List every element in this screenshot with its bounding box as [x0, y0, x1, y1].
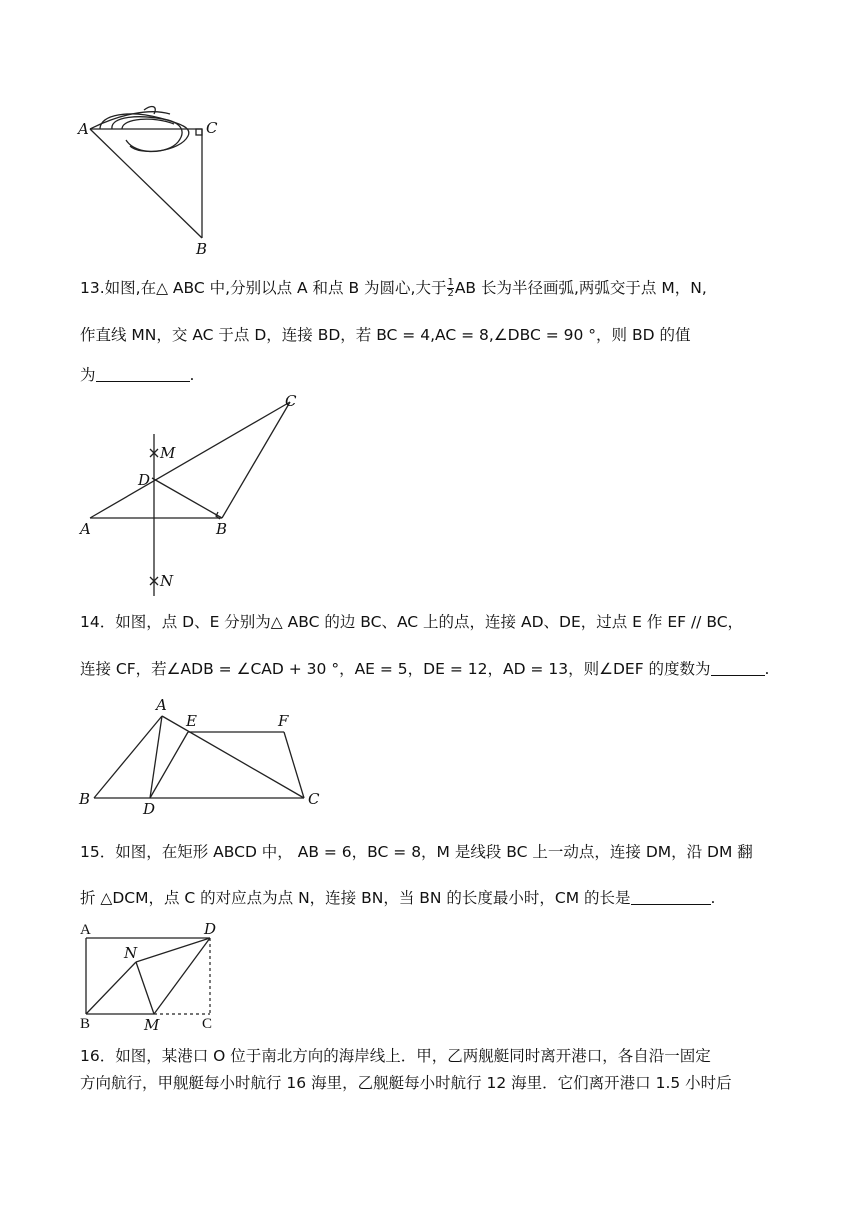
- q13-line1: [80, 278, 780, 299]
- fig15-label-b: B: [80, 1016, 91, 1032]
- answer-blank-q15[interactable]: [631, 890, 711, 905]
- q16-line2: 方向航行，甲舰艇每小时航行 16 海里，乙舰艇每小时航行 12 海里．它们离开港口 1.5 小时后: [80, 1074, 732, 1092]
- q15-line1: 15．如图，在矩形 ABCD 中， AB = 6，BC = 8，M 是线段 BC 上一动点，连接 DM，沿 DM 翻: [80, 843, 753, 861]
- fig12-label-a: A: [78, 120, 89, 138]
- fig15-label-a: A: [80, 922, 91, 938]
- q14-line2-end: .: [764, 660, 770, 678]
- fig13-label-b: B: [216, 520, 228, 538]
- fig13-label-m: M: [160, 444, 176, 462]
- q13-text-pre: 13.如图,在△ ABC 中,分别以点 A 和点 B 为圆心,大于: [80, 279, 447, 297]
- fig14-label-f: F: [278, 712, 289, 730]
- answer-blank-q14[interactable]: [711, 661, 765, 676]
- figure-q15: [70, 918, 240, 1036]
- fig14-label-e: E: [186, 712, 197, 730]
- q14-line1: 14．如图，点 D、E 分别为△ ABC 的边 BC、AC 上的点，连接 AD、DE，过点 E 作 EF // BC，: [80, 613, 744, 631]
- fig12-label-c: C: [206, 119, 218, 137]
- q16-line1: 16．如图，某港口 O 位于南北方向的海岸线上．甲，乙两舰艇同时离开港口，各自沿一固定: [80, 1047, 711, 1065]
- fig13-label-n: N: [160, 572, 174, 590]
- figure-q13: [70, 388, 310, 598]
- fig14-label-d: D: [143, 800, 156, 818]
- frac-denominator: 2: [447, 288, 454, 299]
- figure-q12: [70, 100, 230, 260]
- fig15-label-d: D: [204, 920, 217, 938]
- q15-line2-text: 折 △DCM，点 C 的对应点为点 N，连接 BN，当 BN 的长度最小时，CM 的长是: [80, 889, 631, 907]
- q15-line2: [80, 888, 780, 908]
- fig13-label-c: C: [285, 392, 297, 410]
- q13-line2: 作直线 MN，交 AC 于点 D，连接 BD，若 BC = 4,AC = 8,∠DBC = 90 °，则 BD 的值: [80, 326, 691, 344]
- fig15-label-m: M: [144, 1016, 160, 1034]
- fig14-label-c: C: [308, 790, 320, 808]
- q13-line3-end: .: [189, 366, 195, 384]
- q13-line3-text: 为: [80, 366, 96, 384]
- q13-line3: [80, 365, 780, 385]
- fig15-label-c: C: [202, 1016, 213, 1032]
- fig12-label-b: B: [196, 240, 208, 258]
- fig13-label-d: D: [138, 471, 151, 489]
- fig14-label-b: B: [79, 790, 91, 808]
- figure-q14: [70, 692, 330, 822]
- frac-numerator: 1: [447, 277, 454, 288]
- q14-line2-text: 连接 CF，若∠ADB = ∠CAD + 30 °，AE = 5，DE = 12，AD = 13，则∠DEF 的度数为: [80, 660, 711, 678]
- fig14-label-a: A: [156, 696, 167, 714]
- fraction-one-half: [447, 278, 453, 299]
- fig15-label-n: N: [124, 944, 138, 962]
- q14-line2: [80, 659, 780, 679]
- fig13-label-a: A: [80, 520, 91, 538]
- q13-text-post: AB 长为半径画弧,两弧交于点 M，N,: [454, 279, 707, 297]
- q15-line2-end: .: [710, 889, 716, 907]
- answer-blank-q13[interactable]: [96, 367, 190, 382]
